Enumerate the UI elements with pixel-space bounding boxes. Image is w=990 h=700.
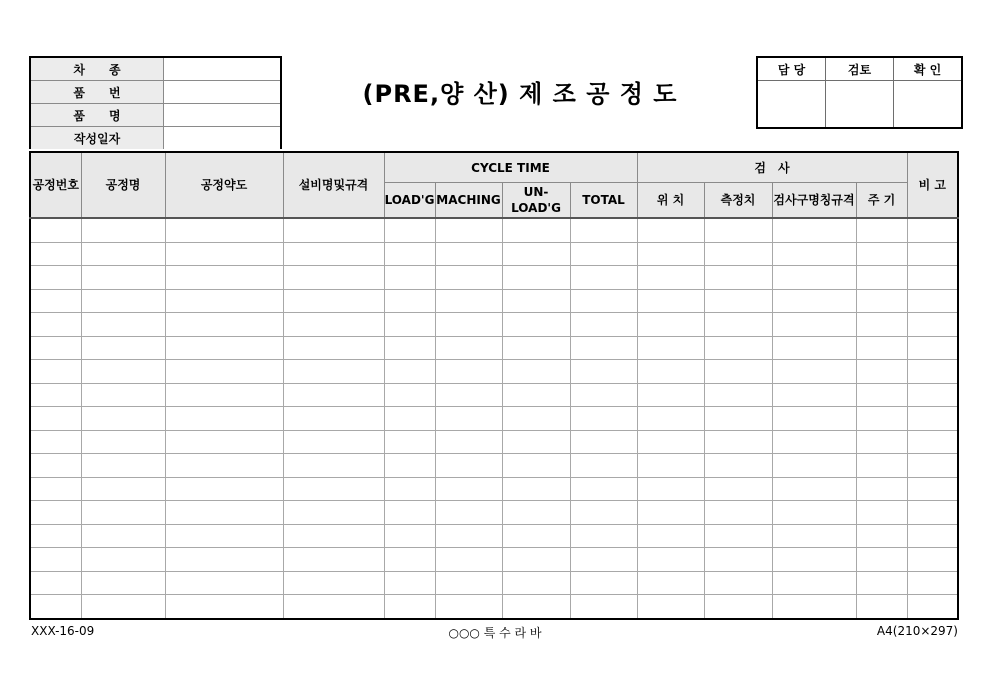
table-cell[interactable] [435,595,502,619]
table-cell[interactable] [384,218,435,242]
table-cell[interactable] [165,407,283,431]
table-cell[interactable] [435,336,502,360]
table-cell[interactable] [637,501,704,525]
table-row [30,454,958,478]
table-cell[interactable] [907,336,958,360]
approval-sign-review[interactable] [826,81,894,129]
table-cell[interactable] [570,548,637,572]
header-measured: 측정치 [704,183,772,219]
table-row [30,313,958,337]
table-cell[interactable] [30,430,81,454]
table-cell[interactable] [907,571,958,595]
table-cell[interactable] [502,430,570,454]
table-cell[interactable] [907,524,958,548]
table-cell[interactable] [772,430,856,454]
approval-sign-confirm[interactable] [894,81,963,129]
table-cell[interactable] [772,524,856,548]
table-cell[interactable] [283,430,384,454]
table-cell[interactable] [283,454,384,478]
table-cell[interactable] [856,454,907,478]
table-cell[interactable] [283,383,384,407]
table-cell[interactable] [704,524,772,548]
table-row [30,430,958,454]
table-cell[interactable] [772,266,856,290]
table-cell[interactable] [435,218,502,242]
table-cell[interactable] [283,360,384,384]
table-row [30,548,958,572]
table-cell[interactable] [856,242,907,266]
table-cell[interactable] [856,289,907,313]
table-cell[interactable] [81,383,165,407]
table-cell[interactable] [772,242,856,266]
table-cell[interactable] [637,218,704,242]
table-cell[interactable] [435,289,502,313]
table-cell[interactable] [637,548,704,572]
table-cell[interactable] [165,595,283,619]
table-cell[interactable] [165,242,283,266]
table-cell[interactable] [502,595,570,619]
table-cell[interactable] [502,242,570,266]
table-cell[interactable] [856,313,907,337]
table-cell[interactable] [502,313,570,337]
table-cell[interactable] [570,595,637,619]
table-cell[interactable] [384,595,435,619]
table-cell[interactable] [856,548,907,572]
process-table-body [30,218,958,619]
table-cell[interactable] [30,571,81,595]
table-row [30,477,958,501]
table-cell[interactable] [81,501,165,525]
table-row [30,360,958,384]
header-remarks: 비 고 [907,152,958,218]
table-cell[interactable] [384,571,435,595]
table-cell[interactable] [856,595,907,619]
table-cell[interactable] [384,501,435,525]
table-cell[interactable] [856,407,907,431]
approval-box [756,56,963,129]
table-cell[interactable] [856,430,907,454]
table-row [30,571,958,595]
info-value-field[interactable] [164,81,282,104]
table-cell[interactable] [283,595,384,619]
header-process-no: 공정번호 [30,152,81,218]
header-loading: LOAD'G [384,183,435,219]
header-unloading-line1: UN- [523,185,549,199]
table-cell[interactable] [435,571,502,595]
table-cell[interactable] [81,430,165,454]
process-table [29,151,959,620]
table-cell[interactable] [435,383,502,407]
table-cell[interactable] [81,548,165,572]
table-cell[interactable] [502,548,570,572]
table-cell[interactable] [907,595,958,619]
table-cell[interactable] [435,360,502,384]
table-cell[interactable] [772,289,856,313]
table-cell[interactable] [384,360,435,384]
table-cell[interactable] [435,242,502,266]
info-row-part-number [30,81,281,104]
table-cell[interactable] [81,266,165,290]
table-cell[interactable] [283,407,384,431]
table-cell[interactable] [570,218,637,242]
table-cell[interactable] [435,501,502,525]
table-cell[interactable] [704,360,772,384]
table-row [30,407,958,431]
table-cell[interactable] [30,360,81,384]
table-cell[interactable] [772,383,856,407]
table-cell[interactable] [570,360,637,384]
table-cell[interactable] [637,383,704,407]
table-cell[interactable] [81,289,165,313]
table-cell[interactable] [165,313,283,337]
table-cell[interactable] [283,336,384,360]
info-row-car-type [30,57,281,81]
table-cell[interactable] [856,571,907,595]
table-row [30,289,958,313]
table-cell[interactable] [704,501,772,525]
table-cell[interactable] [907,501,958,525]
header-maching: MACHING [435,183,502,219]
table-cell[interactable] [637,289,704,313]
table-cell[interactable] [502,571,570,595]
table-cell[interactable] [81,571,165,595]
table-cell[interactable] [283,218,384,242]
table-cell[interactable] [165,336,283,360]
table-row [30,383,958,407]
table-cell[interactable] [637,407,704,431]
table-cell[interactable] [856,501,907,525]
info-label: 품 명 [30,104,164,127]
table-cell[interactable] [81,360,165,384]
table-cell[interactable] [283,313,384,337]
table-cell[interactable] [435,430,502,454]
table-cell[interactable] [435,266,502,290]
table-cell[interactable] [907,407,958,431]
table-cell[interactable] [907,360,958,384]
table-cell[interactable] [502,454,570,478]
table-cell[interactable] [570,383,637,407]
table-cell[interactable] [435,524,502,548]
table-cell[interactable] [704,548,772,572]
table-cell[interactable] [283,266,384,290]
table-cell[interactable] [30,383,81,407]
table-cell[interactable] [502,501,570,525]
table-row [30,501,958,525]
table-cell[interactable] [772,477,856,501]
table-cell[interactable] [637,524,704,548]
header-cycle-time: CYCLE TIME [384,152,637,183]
table-cell[interactable] [283,501,384,525]
table-cell[interactable] [637,242,704,266]
table-cell[interactable] [165,383,283,407]
table-cell[interactable] [435,548,502,572]
table-cell[interactable] [907,548,958,572]
table-cell[interactable] [637,360,704,384]
table-cell[interactable] [856,218,907,242]
table-row [30,524,958,548]
table-cell[interactable] [704,430,772,454]
table-cell[interactable] [772,548,856,572]
table-cell[interactable] [856,360,907,384]
table-cell[interactable] [704,313,772,337]
table-cell[interactable] [502,336,570,360]
table-cell[interactable] [856,336,907,360]
table-cell[interactable] [502,524,570,548]
table-cell[interactable] [81,218,165,242]
table-cell[interactable] [384,289,435,313]
table-cell[interactable] [384,242,435,266]
table-cell[interactable] [165,477,283,501]
table-cell[interactable] [772,313,856,337]
table-cell[interactable] [570,289,637,313]
company-name: ○○○ 특 수 라 바 [448,626,542,640]
table-cell[interactable] [907,242,958,266]
table-cell[interactable] [570,571,637,595]
info-table [29,56,282,149]
table-cell[interactable] [907,454,958,478]
header-inspection: 검 사 [637,152,907,183]
header-unloading [502,183,570,219]
table-cell[interactable] [30,548,81,572]
header-process-diagram: 공정약도 [165,152,283,218]
header-process-name: 공정명 [81,152,165,218]
table-row [30,242,958,266]
table-cell[interactable] [907,266,958,290]
info-value-field[interactable] [164,127,282,150]
table-cell[interactable] [30,595,81,619]
table-cell[interactable] [283,548,384,572]
table-cell[interactable] [637,336,704,360]
table-cell[interactable] [856,477,907,501]
table-cell[interactable] [30,477,81,501]
table-cell[interactable] [165,524,283,548]
table-cell[interactable] [772,501,856,525]
table-cell[interactable] [772,571,856,595]
table-cell[interactable] [165,360,283,384]
table-cell[interactable] [772,454,856,478]
info-row-part-name [30,104,281,127]
table-cell[interactable] [502,218,570,242]
table-cell[interactable] [81,595,165,619]
table-cell[interactable] [907,383,958,407]
table-cell[interactable] [704,218,772,242]
table-cell[interactable] [502,360,570,384]
header-cycle: 주 기 [856,183,907,219]
paper-size: A4(210×297) [876,624,958,638]
table-cell[interactable] [856,383,907,407]
table-cell[interactable] [570,407,637,431]
table-cell[interactable] [30,454,81,478]
table-cell[interactable] [704,571,772,595]
table-cell[interactable] [637,571,704,595]
table-cell[interactable] [570,454,637,478]
table-cell[interactable] [384,383,435,407]
table-cell[interactable] [704,266,772,290]
table-cell[interactable] [704,336,772,360]
table-cell[interactable] [704,477,772,501]
table-row [30,336,958,360]
table-cell[interactable] [283,242,384,266]
table-cell[interactable] [570,477,637,501]
table-cell[interactable] [81,477,165,501]
table-cell[interactable] [704,454,772,478]
table-cell[interactable] [502,266,570,290]
table-cell[interactable] [570,266,637,290]
table-cell[interactable] [772,360,856,384]
table-cell[interactable] [30,289,81,313]
table-cell[interactable] [570,501,637,525]
table-cell[interactable] [637,430,704,454]
table-cell[interactable] [637,595,704,619]
table-cell[interactable] [435,407,502,431]
table-cell[interactable] [30,242,81,266]
table-cell[interactable] [30,524,81,548]
table-cell[interactable] [435,454,502,478]
table-cell[interactable] [165,430,283,454]
table-cell[interactable] [283,524,384,548]
table-cell[interactable] [81,407,165,431]
table-cell[interactable] [570,524,637,548]
table-cell[interactable] [637,313,704,337]
table-cell[interactable] [283,289,384,313]
info-value-field[interactable] [164,104,282,127]
table-cell[interactable] [907,430,958,454]
info-value-field[interactable] [164,57,282,81]
table-cell[interactable] [907,218,958,242]
table-cell[interactable] [384,454,435,478]
table-cell[interactable] [30,501,81,525]
table-cell[interactable] [772,218,856,242]
header-inspection-spec: 검사구명칭규격 [772,183,856,219]
info-row-date [30,127,281,150]
info-label: 작성일자 [30,127,164,150]
page-title: (PRE,양 산) 제 조 공 정 도 [362,80,678,108]
table-cell[interactable] [435,313,502,337]
table-cell[interactable] [384,430,435,454]
table-cell[interactable] [637,266,704,290]
table-cell[interactable] [384,266,435,290]
header-unloading-line2: LOAD'G [511,201,561,215]
approval-sign-charge[interactable] [757,81,826,129]
table-cell[interactable] [384,313,435,337]
table-cell[interactable] [30,336,81,360]
table-row [30,218,958,242]
table-cell[interactable] [81,336,165,360]
table-cell[interactable] [907,313,958,337]
table-cell[interactable] [502,407,570,431]
table-cell[interactable] [165,454,283,478]
info-label: 차 종 [30,57,164,81]
table-cell[interactable] [502,289,570,313]
table-cell[interactable] [165,571,283,595]
table-cell[interactable] [30,218,81,242]
header-total: TOTAL [570,183,637,219]
header-equipment: 설비명및규격 [283,152,384,218]
table-row [30,266,958,290]
table-cell[interactable] [772,336,856,360]
table-cell[interactable] [283,571,384,595]
table-cell[interactable] [165,218,283,242]
table-cell[interactable] [856,524,907,548]
table-cell[interactable] [81,313,165,337]
table-cell[interactable] [637,454,704,478]
table-cell[interactable] [165,266,283,290]
table-cell[interactable] [165,548,283,572]
table-cell[interactable] [30,407,81,431]
table-cell[interactable] [637,477,704,501]
table-cell[interactable] [384,548,435,572]
table-cell[interactable] [384,524,435,548]
table-cell[interactable] [384,477,435,501]
table-cell[interactable] [81,242,165,266]
table-cell[interactable] [570,430,637,454]
table-cell[interactable] [502,477,570,501]
table-cell[interactable] [772,595,856,619]
table-cell[interactable] [704,407,772,431]
header-position: 위 치 [637,183,704,219]
table-cell[interactable] [384,336,435,360]
approval-header-charge: 담 당 [757,57,826,81]
table-cell[interactable] [30,313,81,337]
table-cell[interactable] [856,266,907,290]
table-cell[interactable] [502,383,570,407]
table-cell[interactable] [570,242,637,266]
table-cell[interactable] [81,524,165,548]
table-cell[interactable] [704,242,772,266]
info-label: 품 번 [30,81,164,104]
form-code: XXX-16-09 [31,624,95,638]
table-cell[interactable] [570,336,637,360]
approval-header-confirm: 확 인 [894,57,963,81]
table-cell[interactable] [283,477,384,501]
table-cell[interactable] [165,501,283,525]
table-cell[interactable] [81,454,165,478]
table-cell[interactable] [907,477,958,501]
table-cell[interactable] [570,313,637,337]
table-cell[interactable] [435,477,502,501]
table-cell[interactable] [704,289,772,313]
table-cell[interactable] [384,407,435,431]
approval-header-review: 검토 [826,57,894,81]
table-cell[interactable] [704,595,772,619]
table-cell[interactable] [30,266,81,290]
table-row [30,595,958,619]
table-cell[interactable] [772,407,856,431]
table-cell[interactable] [907,289,958,313]
table-cell[interactable] [165,289,283,313]
table-cell[interactable] [704,383,772,407]
